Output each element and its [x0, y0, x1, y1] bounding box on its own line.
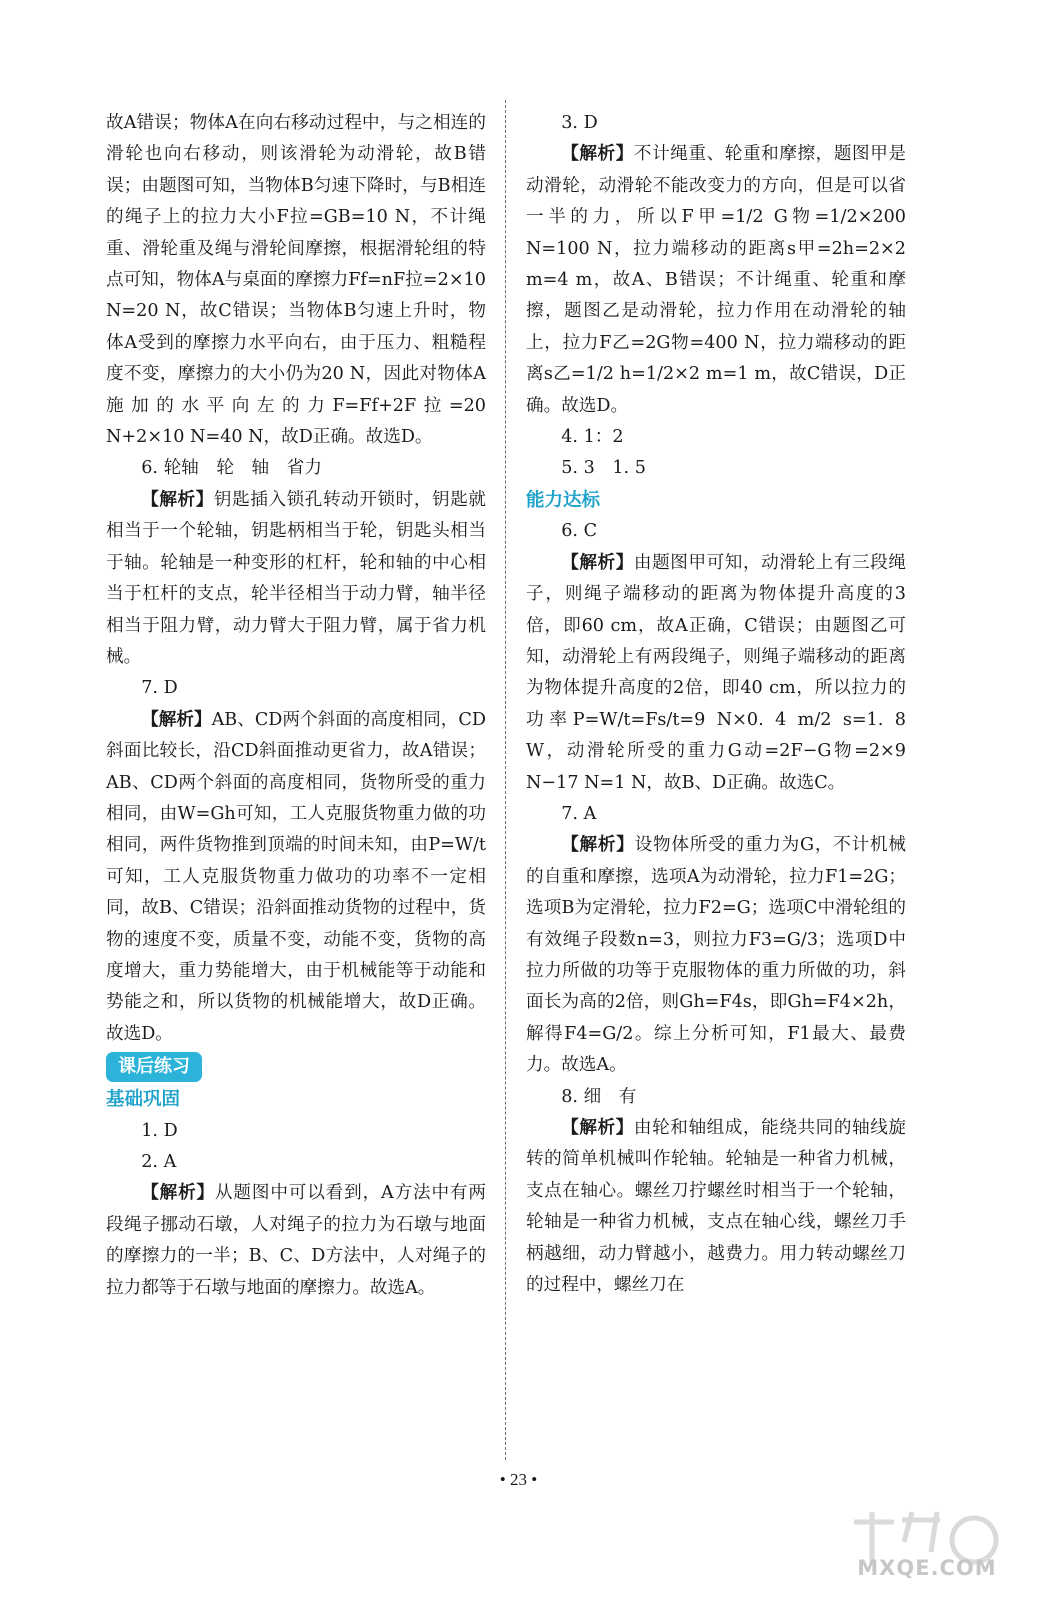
page-number: • 23 •: [499, 1470, 538, 1489]
answer-line: 4. 1：2: [561, 427, 624, 448]
section-heading: 基础巩固: [106, 1089, 181, 1111]
analysis-tag: 【解析】: [561, 1118, 634, 1138]
explanation-paragraph: [526, 139, 906, 422]
answer-line: 1. D: [141, 1120, 178, 1141]
answer-line: 6. 轮轴 轮 轴 省力: [141, 458, 322, 479]
answer-line: 5. 3 1. 5: [561, 458, 646, 479]
analysis-tag: 【解析】: [141, 489, 214, 510]
explanation-paragraph: [106, 108, 486, 453]
paragraph-text: 从题图中可以看到，A方法中有两段绳子挪动石墩，人对绳子的拉力为石墩与地面的摩擦力的一半；B、C、D方法中，人对绳子的拉力都等于石墩与地面的摩擦力。故选A。: [106, 1183, 486, 1298]
section-banner-row: [106, 1050, 486, 1084]
analysis-tag: 【解析】: [561, 552, 634, 573]
explanation-paragraph: [106, 485, 486, 673]
answer-line: 7. A: [561, 803, 597, 824]
answer-line: 6. C: [561, 521, 598, 542]
answer-line: 7. D: [141, 678, 178, 699]
paragraph-text: 故A错误；物体A在向右移动过程中，与之相连的滑轮也向右移动，则该滑轮为动滑轮，故B错误；由题图可知，当物体B匀速下降时，与B相连的绳子上的拉力大小F拉=GB=10 N，不计绳重、滑轮重及绳与滑轮间摩擦，根据滑轮组的特点可知，物体A与桌面的摩擦力Ff=nF拉=2×10 N=20 N，故C错误；当物体B匀速上升时，物体A受到的摩擦力水平向右，由于压力、粗糙程度不变，摩擦力的大小仍为20 N，因此对物体A施加的水平向左的力F=Ff+2F拉=20 N+2×10 N=40 N，故D正确。故选D。: [106, 113, 486, 448]
left-column: [106, 108, 486, 1304]
analysis-tag: 【解析】: [141, 709, 212, 730]
analysis-tag: 【解析】: [141, 1183, 215, 1204]
explanation-paragraph: [526, 548, 906, 799]
explanation-paragraph: [106, 1178, 486, 1304]
watermark-text: MXQE.COM: [857, 1556, 997, 1580]
column-divider: [505, 100, 506, 1460]
paragraph-text: 由轮和轴组成，能绕共同的轴线旋转的简单机械叫作轮轴。轮轴是一种省力机械，支点在轴心。螺丝刀拧螺丝时相当于一个轮轴，轮轴是一种省力机械，支点在轴心线，螺丝刀手柄越细，动力臂越小，越费力。用力转动螺丝刀的过程中，螺丝刀在: [526, 1118, 906, 1296]
explanation-paragraph: [526, 830, 906, 1081]
analysis-tag: 【解析】: [561, 144, 634, 165]
explanation-paragraph: [106, 705, 486, 1050]
answer-line: 8. 细 有: [561, 1086, 637, 1107]
analysis-tag: 【解析】: [561, 835, 635, 856]
answer-line: 3. D: [561, 113, 598, 133]
right-column: [526, 108, 906, 1301]
paragraph-text: 设物体所受的重力为G，不计机械的自重和摩擦，选项A为动滑轮，拉力F1=2G；选项B为定滑轮，拉力F2=G；选项C中滑轮组的有效绳子段数n=3，则拉力F3=G/3；选项D中拉力所做的功等于克服物体的重力所做的功，斜面长为高的2倍，则Gh=F4s，即Gh=F4×2h，解得F4=G/2。综上分析可知，F1最大、最费力。故选A。: [526, 835, 906, 1076]
section-banner: 课后练习: [106, 1052, 202, 1082]
answer-line: 2. A: [141, 1152, 177, 1172]
explanation-paragraph: [526, 1113, 906, 1301]
paragraph-text: 由题图甲可知，动滑轮上有三段绳子，则绳子端移动的距离为物体提升高度的3倍，即60 cm，故A正确，C错误；由题图乙可知，动滑轮上有两段绳子，则绳子端移动的距离为物体提升高度的2倍，即40 cm，所以拉力的功率P=W/t=Fs/t=9 N×0. 4 m/2 s=1. 8 W，动滑轮所受的重力G动=2F−G物=2×9 N−17 N=1 N，故B、D正确。故选C。: [526, 552, 906, 793]
paragraph-text: AB、CD两个斜面的高度相同，CD斜面比较长，沿CD斜面推动更省力，故A错误；AB、CD两个斜面的高度相同，货物所受的重力相同，由W=Gh可知，工人克服货物重力做的功相同，两件货物推到顶端的时间未知，由P=W/t可知，工人克服货物重力做功的功率不一定相同，故B、C错误；沿斜面推动货物的过程中，货物的速度不变，质量不变，动能不变，货物的高度增大，重力势能增大，由于机械能等于动能和势能之和，所以货物的机械能增大，故D正确。故选D。: [106, 709, 486, 1044]
paragraph-text: 不计绳重、轮重和摩擦，题图甲是动滑轮，动滑轮不能改变力的方向，但是可以省一半的力，所以F甲=1/2 G物=1/2×200 N=100 N，拉力端移动的距离s甲=2h=2×2 m=4 m，故A、B错误；不计绳重、轮重和摩擦，题图乙是动滑轮，拉力作用在动滑轮的轴上，拉力F乙=2G物=400 N，拉力端移动的距离s乙=1/2 h=1/2×2 m=1 m，故C错误，D正确。故选D。: [526, 144, 906, 416]
section-heading: 能力达标: [526, 489, 601, 511]
paragraph-text: 钥匙插入锁孔转动开锁时，钥匙就相当于一个轮轴，钥匙柄相当于轮，钥匙头相当于轴。轮轴是一种变形的杠杆，轮和轴的中心相当于杠杆的支点，轮半径相当于动力臂，轴半径相当于阻力臂，动力臂大于阻力臂，属于省力机械。: [106, 489, 486, 667]
